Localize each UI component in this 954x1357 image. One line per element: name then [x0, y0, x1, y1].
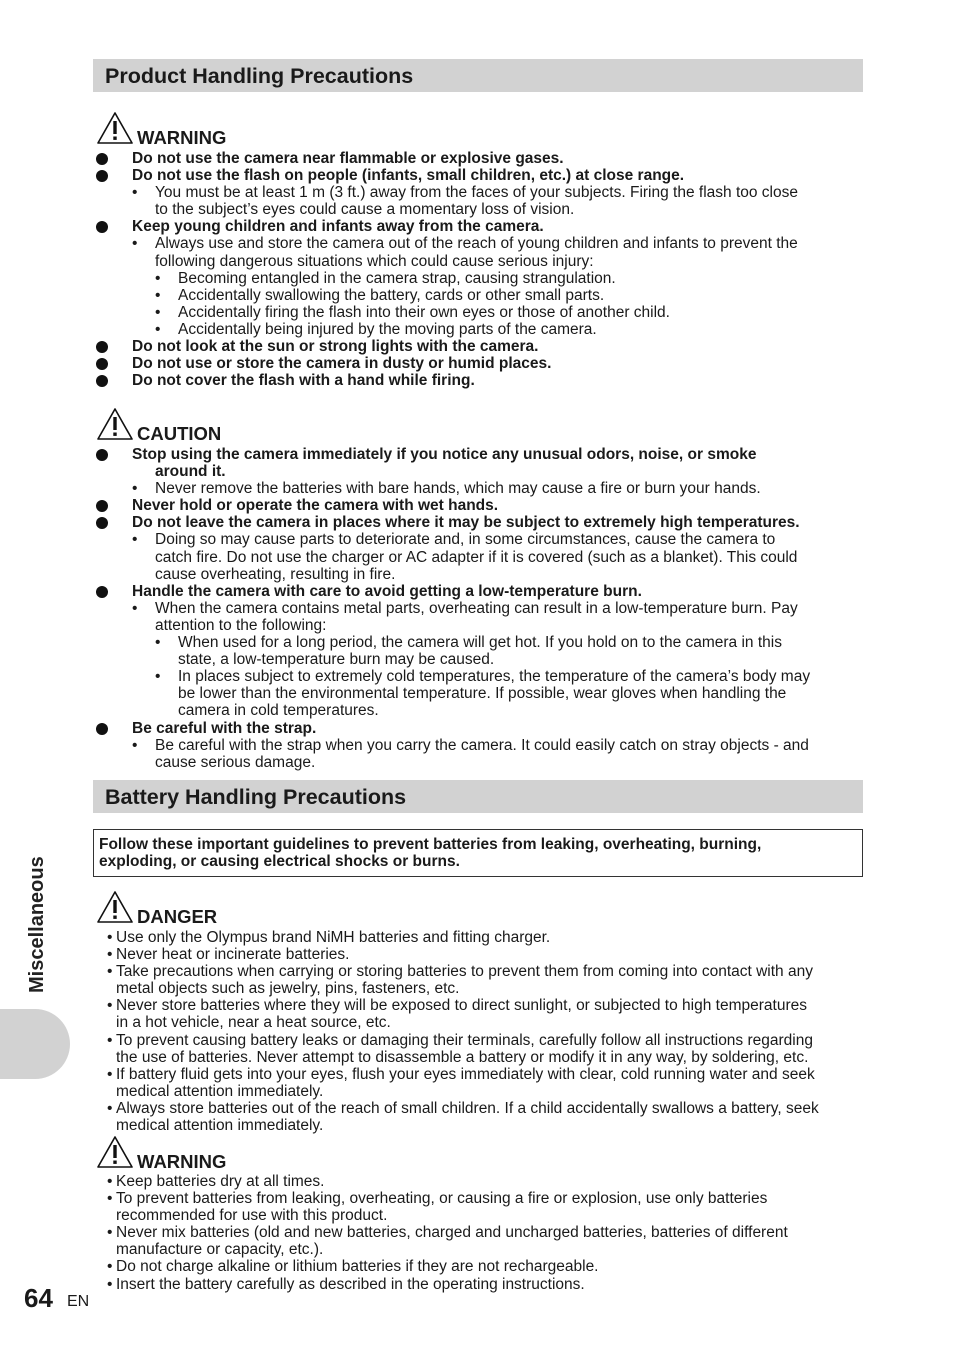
bullet-dot-icon: [96, 375, 108, 387]
precaution-text-line: [0, 668, 954, 685]
line-text: Use only the Olympus brand NiMH batteries and fitting charger.: [116, 929, 551, 946]
section-title: Battery Handling Precautions: [105, 785, 407, 809]
warning-label: WARNING: [137, 1151, 227, 1172]
precaution-text-line: [0, 1190, 954, 1207]
section-header-battery: [93, 780, 863, 813]
line-text: Never store batteries where they will be exposed to direct sunlight, or subjected to high temperatures: [116, 997, 807, 1015]
precaution-heading-line: [0, 167, 954, 184]
line-text: Doing so may cause parts to deteriorate and, in some circumstances, cause the camera to: [155, 531, 776, 549]
line-text: cause serious damage.: [155, 753, 316, 771]
line-text: catch fire. Do not use the charger or AC adapter if it is covered (such as a blanket). This could: [155, 548, 798, 566]
bullet-dot-icon: [96, 358, 108, 370]
line-text: Do not charge alkaline or lithium batteries if they are not rechargeable.: [116, 1258, 599, 1276]
line-text: Keep young children and infants away from the camera.: [132, 218, 544, 236]
precaution-text-line: [0, 253, 954, 270]
battery-danger-list: [0, 929, 954, 1134]
precaution-text-line: [0, 549, 954, 566]
product-warning-list: [0, 150, 954, 389]
bullet-icon: •: [132, 736, 138, 754]
precaution-text-line: [0, 1083, 954, 1100]
line-text: When used for a long period, the camera will get hot. If you hold on to the camera in this: [178, 634, 782, 652]
bullet-icon: •: [107, 946, 113, 964]
line-text: Keep batteries dry at all times.: [116, 1173, 325, 1190]
line-text: Never remove the batteries with bare hands, which may cause a fire or burn your hands.: [155, 480, 761, 498]
precaution-text-line: [0, 1173, 954, 1190]
bullet-icon: •: [107, 1065, 113, 1083]
battery-warning-list: [0, 1173, 954, 1293]
precaution-text-line: [0, 600, 954, 617]
line-text: In places subject to extremely cold temperatures, the temperature of the camera’s body may: [178, 668, 811, 686]
bullet-dot-icon: [96, 170, 108, 182]
line-text: Do not use the camera near flammable or explosive gases.: [132, 150, 564, 167]
precaution-text-line: [0, 566, 954, 583]
bullet-icon: •: [132, 480, 138, 498]
bullet-dot-icon: [96, 723, 108, 735]
intro-line: exploding, or causing electrical shocks or burns.: [99, 853, 460, 870]
section-side-tab: [0, 1009, 70, 1079]
line-text: Becoming entangled in the camera strap, causing strangulation.: [178, 269, 616, 287]
bullet-icon: •: [107, 1031, 113, 1049]
precaution-heading-line: [0, 446, 954, 463]
bullet-icon: •: [107, 1099, 113, 1117]
line-text: If battery fluid gets into your eyes, flush your eyes immediately with clear, cold running water and seek: [116, 1065, 815, 1083]
precaution-text-line: [0, 980, 954, 997]
precaution-heading-line: [0, 218, 954, 235]
warning-triangle-icon: [96, 1135, 134, 1169]
line-text: Do not look at the sun or strong lights with the camera.: [132, 338, 539, 356]
bullet-dot-icon: [96, 153, 108, 165]
bullet-icon: •: [132, 235, 138, 253]
precaution-text-line: [0, 287, 954, 304]
line-text: to the subject’s eyes could cause a momentary loss of vision.: [155, 201, 575, 219]
bullet-icon: •: [107, 1190, 113, 1208]
line-text: Accidentally swallowing the battery, cards or other small parts.: [178, 286, 605, 304]
bullet-icon: •: [107, 1275, 113, 1293]
line-text: To prevent causing battery leaks or damaging their terminals, carefully follow all instructions regarding: [116, 1031, 813, 1049]
precaution-text-line: [0, 1014, 954, 1031]
bullet-icon: •: [132, 599, 138, 617]
line-text: Accidentally being injured by the moving parts of the camera.: [178, 320, 597, 338]
line-text: be lower than the environmental temperature. If possible, wear gloves when handling the: [178, 685, 787, 703]
bullet-icon: •: [107, 1173, 113, 1190]
line-text: When the camera contains metal parts, overheating can result in a low-temperature burn. Pay: [155, 599, 798, 617]
precaution-text-line: [0, 1049, 954, 1066]
precaution-text-line: [0, 1066, 954, 1083]
bullet-icon: •: [132, 184, 138, 202]
page-number: 64: [24, 1283, 53, 1313]
precaution-text-line: [0, 1207, 954, 1224]
bullet-dot-icon: [96, 341, 108, 353]
product-caution-list: [0, 446, 954, 771]
precaution-heading-line: [0, 355, 954, 372]
line-text: Handle the camera with care to avoid getting a low-temperature burn.: [132, 582, 642, 600]
line-text: recommended for use with this product.: [116, 1207, 388, 1225]
precaution-text-line: [0, 235, 954, 252]
line-text: medical attention immediately.: [116, 1082, 324, 1100]
precaution-text-line: [0, 1276, 954, 1293]
line-text: cause overheating, resulting in fire.: [155, 565, 396, 583]
precaution-heading-line: [0, 150, 954, 167]
bullet-icon: •: [132, 531, 138, 549]
precaution-text-line: [0, 634, 954, 651]
precaution-text-line: [0, 531, 954, 548]
precaution-text-line: [0, 929, 954, 946]
line-text: Be careful with the strap.: [132, 719, 317, 737]
line-text: Do not use or store the camera in dusty or humid places.: [132, 355, 552, 373]
precaution-heading-line: [0, 720, 954, 737]
line-text: around it.: [155, 463, 226, 481]
precaution-text-line: [0, 1241, 954, 1258]
line-text: attention to the following:: [155, 616, 327, 634]
precaution-text-line: [0, 480, 954, 497]
precaution-text-line: [0, 1258, 954, 1275]
section-title: Product Handling Precautions: [105, 64, 414, 88]
line-text: Always store batteries out of the reach of small children. If a child accidentally swallows a battery, seek: [116, 1099, 819, 1117]
precaution-text-line: [0, 737, 954, 754]
line-text: Stop using the camera immediately if you notice any unusual odors, noise, or smoke: [132, 446, 757, 463]
bullet-icon: •: [107, 997, 113, 1015]
line-text: camera in cold temperatures.: [178, 702, 379, 720]
precaution-text-line: [0, 184, 954, 201]
precaution-text-line: [0, 685, 954, 702]
line-text: in a hot vehicle, near a heat source, etc.: [116, 1014, 391, 1032]
precaution-text-line: [0, 1117, 954, 1134]
caution-label: CAUTION: [137, 423, 222, 444]
bullet-dot-icon: [96, 221, 108, 233]
danger-triangle-icon: [96, 890, 134, 924]
line-text: Always use and store the camera out of the reach of young children and infants to prevent the: [155, 235, 798, 253]
bullet-icon: •: [155, 286, 161, 304]
line-text: metal objects such as jewelry, pins, fasteners, etc.: [116, 980, 460, 998]
precaution-heading-line: [0, 514, 954, 531]
precaution-text-line: [0, 1224, 954, 1241]
precaution-text-line: [0, 946, 954, 963]
section-header-product: [93, 59, 863, 92]
line-text: Do not cover the flash with a hand while firing.: [132, 372, 475, 390]
bullet-dot-icon: [96, 500, 108, 512]
bullet-dot-icon: [96, 586, 108, 598]
line-text: You must be at least 1 m (3 ft.) away from the faces of your subjects. Firing the flash too close: [155, 184, 798, 202]
line-text: Do not leave the camera in places where it may be subject to extremely high temperatures.: [132, 514, 800, 532]
precaution-text-line: [0, 270, 954, 287]
line-text: Never hold or operate the camera with wet hands.: [132, 497, 499, 515]
caution-triangle-icon: [96, 407, 134, 441]
bullet-icon: •: [155, 668, 161, 686]
precaution-text-line: [0, 702, 954, 719]
precaution-text-line: [0, 1100, 954, 1117]
line-text: Never mix batteries (old and new batteries, charged and uncharged batteries, batteries of different: [116, 1224, 788, 1242]
bullet-icon: •: [107, 929, 113, 946]
precaution-text-line: [0, 201, 954, 218]
precaution-text-line: [0, 754, 954, 771]
precaution-text-line: [0, 617, 954, 634]
line-text: Do not use the flash on people (infants, small children, etc.) at close range.: [132, 167, 685, 185]
precaution-heading-line: [0, 497, 954, 514]
precaution-heading-line: [0, 583, 954, 600]
warning-label: WARNING: [137, 127, 227, 148]
bullet-icon: •: [155, 303, 161, 321]
bullet-icon: •: [107, 1258, 113, 1276]
intro-line: Follow these important guidelines to prevent batteries from leaking, overheating, burning,: [99, 836, 762, 853]
precaution-heading-line: [0, 338, 954, 355]
line-text: following dangerous situations which could cause serious injury:: [155, 252, 594, 270]
line-text: Accidentally firing the flash into their own eyes or those of another child.: [178, 303, 670, 321]
line-text: the use of batteries. Never attempt to disassemble a battery or modify it in any way, by soldering, etc.: [116, 1048, 809, 1066]
precaution-text-line: [0, 321, 954, 338]
line-text: Be careful with the strap when you carry the camera. It could easily catch on stray objects - and: [155, 736, 809, 754]
line-text: Insert the battery carefully as described in the operating instructions.: [116, 1275, 585, 1293]
precaution-text-line: [0, 963, 954, 980]
battery-intro-box: [93, 829, 863, 877]
bullet-icon: •: [107, 1224, 113, 1242]
line-text: manufacture or capacity, etc.).: [116, 1241, 324, 1259]
bullet-icon: •: [107, 963, 113, 981]
side-tab-label: Miscellaneous: [26, 856, 48, 993]
line-text: Never heat or incinerate batteries.: [116, 946, 350, 964]
line-text: medical attention immediately.: [116, 1117, 324, 1135]
precaution-text-line: [0, 304, 954, 321]
precaution-text-line: [0, 463, 954, 480]
line-text: To prevent batteries from leaking, overheating, or causing a fire or explosion, use only batteries: [116, 1190, 768, 1208]
precaution-text-line: [0, 997, 954, 1014]
line-text: Take precautions when carrying or storing batteries to prevent them from coming into contact with any: [116, 963, 813, 981]
precaution-heading-line: [0, 372, 954, 389]
precaution-text-line: [0, 651, 954, 668]
warning-triangle-icon: [96, 111, 134, 145]
bullet-icon: •: [155, 634, 161, 652]
line-text: state, a low-temperature burn may be caused.: [178, 651, 495, 669]
bullet-dot-icon: [96, 517, 108, 529]
page-language: EN: [67, 1293, 90, 1310]
bullet-dot-icon: [96, 449, 108, 461]
bullet-icon: •: [155, 320, 161, 338]
precaution-text-line: [0, 1032, 954, 1049]
bullet-icon: •: [155, 269, 161, 287]
danger-label: DANGER: [137, 906, 218, 927]
